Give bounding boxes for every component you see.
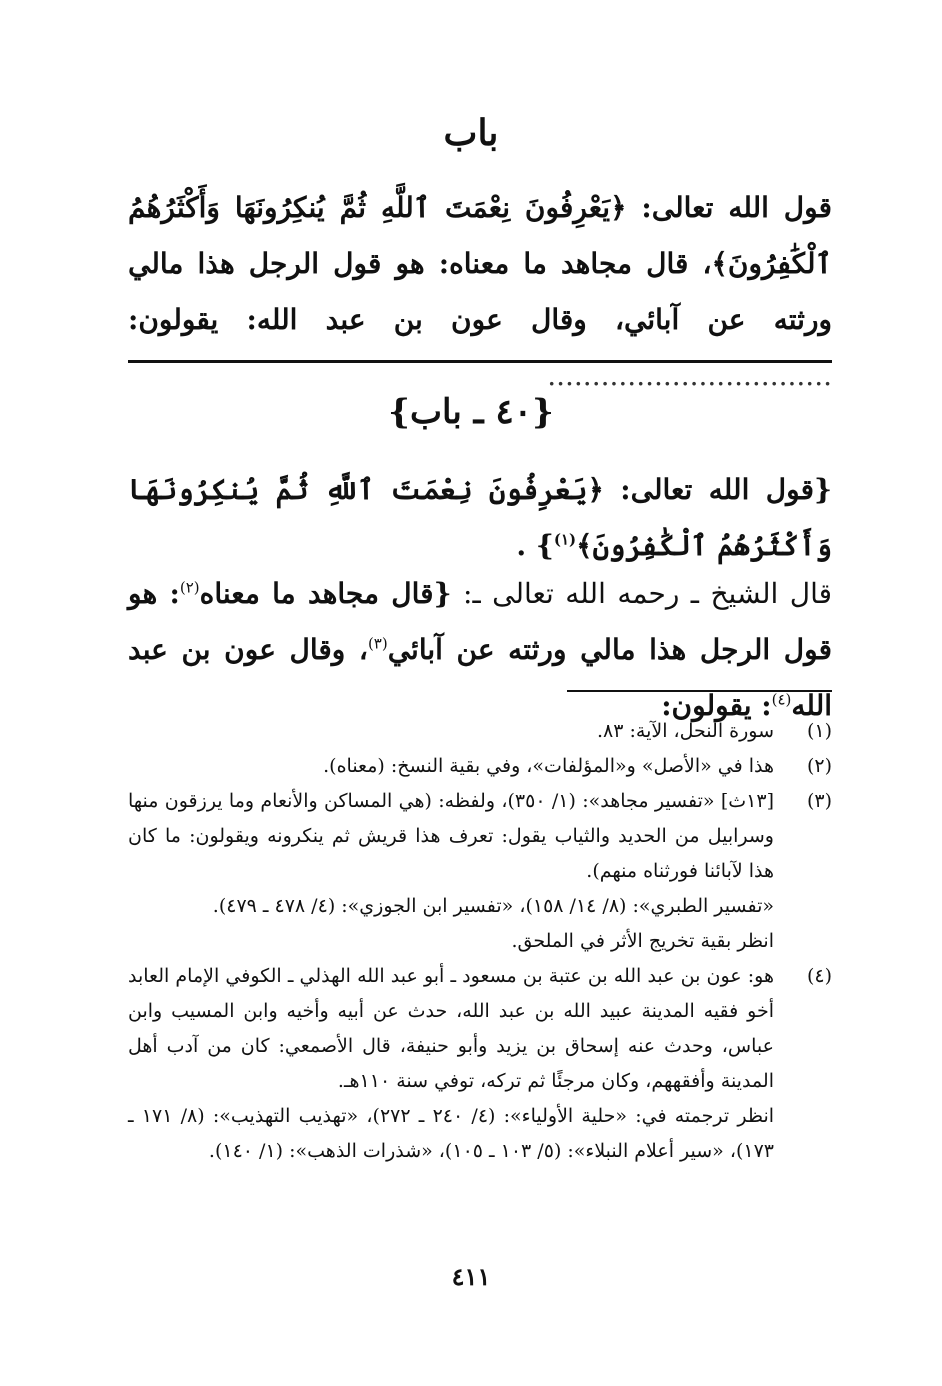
sharh-quote-3: ، وقال عون بن عبد الله xyxy=(128,633,832,722)
chapter-verse xyxy=(128,462,832,574)
footnote-number: (٢) xyxy=(806,755,832,777)
verse-prefix: {قول الله تعالى: xyxy=(603,473,832,506)
footnote-line: انظر ترجمته في: «حلية الأولياء»: (٤/ ٢٤٠ ـ ٢٧٢)، «تهذيب التهذيب»: (٨/ ١٧١ ـ ١٧٣)، «سير أعلام النبلاء»: (٥/ ١٠٣ ـ ١٠٥)، «شذرات الذهب»: (١/ ١٤٠). xyxy=(128,1105,775,1162)
matn-body: قول الله تعالى: ﴿يَعْرِفُونَ نِعْمَتَ ٱللَّهِ ثُمَّ يُنكِرُونَهَا وَأَكْثَرُهُمُ ٱلْكَٰفِرُونَ﴾، قال مجاهد ما معناه: هو قول الرجل هذا مالي ورثته عن آبائي، وقال عون بن عبد الله: يقولون: xyxy=(128,191,832,336)
page-number: ٤١١ xyxy=(451,1262,491,1291)
footnote-body xyxy=(128,959,774,1169)
footnote-line: انظر بقية تخريج الأثر في الملحق. xyxy=(511,930,774,952)
matn-ellipsis: ................................ xyxy=(547,359,832,392)
footnote-body xyxy=(128,784,774,959)
footnote-number: (٤) xyxy=(806,965,832,987)
footnote-2 xyxy=(128,749,832,784)
matn-text xyxy=(128,180,832,404)
sharh-paragraph xyxy=(128,566,832,734)
matn-heading: باب xyxy=(443,112,499,154)
footnote-line: [١٣ث] «تفسير مجاهد»: (١/ ٣٥٠)، ولفظه: (هي المساكن والأنعام وما يرزقون منها وسرابيل من الحديد والثياب يقول: تعرف هذا قريش ثم ينكرونه ويقولون: ما كان هذا لآبائنا فورثناه منهم). xyxy=(128,790,774,882)
footnote-body xyxy=(128,749,774,784)
footnote-3 xyxy=(128,784,832,959)
footnote-ref-2: (٢) xyxy=(179,578,200,597)
footnote-line: هذا في «الأصل» و«المؤلفات»، وفي بقية النسخ: (معناه). xyxy=(323,755,774,777)
footnote-1 xyxy=(128,714,832,749)
footnote-ref-3: (٣) xyxy=(367,634,388,653)
footnote-number: (٣) xyxy=(806,790,832,812)
sharh-intro: قال الشيخ ـ رحمه الله تعالى ـ: xyxy=(451,577,832,610)
footnote-4 xyxy=(128,959,832,1169)
verse-suffix: } . xyxy=(516,529,554,562)
footnote-body xyxy=(128,714,774,749)
quran-verse: ﴿يَعْرِفُونَ نِعْمَتَ ٱللَّهِ ثُمَّ يُنكِرُونَهَا وَأَكْثَرُهُمُ ٱلْكَٰفِرُونَ﴾ xyxy=(128,473,832,562)
footnotes xyxy=(128,714,832,1169)
sharh-quote-2: : هو قول الرجل هذا مالي ورثته عن آبائي xyxy=(128,577,832,666)
footnote-number: (١) xyxy=(806,720,832,742)
footnote-divider xyxy=(567,690,832,692)
footnote-ref-1: (١) xyxy=(553,530,577,549)
sharh-quote-4: : يقولون: xyxy=(661,689,772,722)
footnote-line: سورة النحل، الآية: ٨٣. xyxy=(596,720,774,742)
section-divider xyxy=(128,360,832,363)
footnote-line: هو: عون بن عبد الله بن عتبة بن مسعود ـ أبو عبد الله الهذلي ـ الكوفي الإمام العابد أخو فقيه المدينة عبيد الله بن عبد الله، حدث عن أبيه وأخيه وابن المسيب وابن عباس، وحدث عنه إسحاق بن يزيد وأبو حنيفة، قال الأصمعي: كان من آدب أهل المدينة وأفقههم، وكان مرجئًا ثم تركه، توفي سنة ١١٠هـ. xyxy=(128,965,774,1092)
sharh-quote-1: {قال مجاهد ما معناه xyxy=(199,577,452,610)
footnote-line: «تفسير الطبري»: (٨/ ١٤/ ١٥٨)، «تفسير ابن الجوزي»: (٤/ ٤٧٨ ـ ٤٧٩). xyxy=(212,895,774,917)
chapter-title: {٤٠ ـ باب} xyxy=(388,392,554,432)
footnote-ref-4: (٤) xyxy=(771,690,792,709)
